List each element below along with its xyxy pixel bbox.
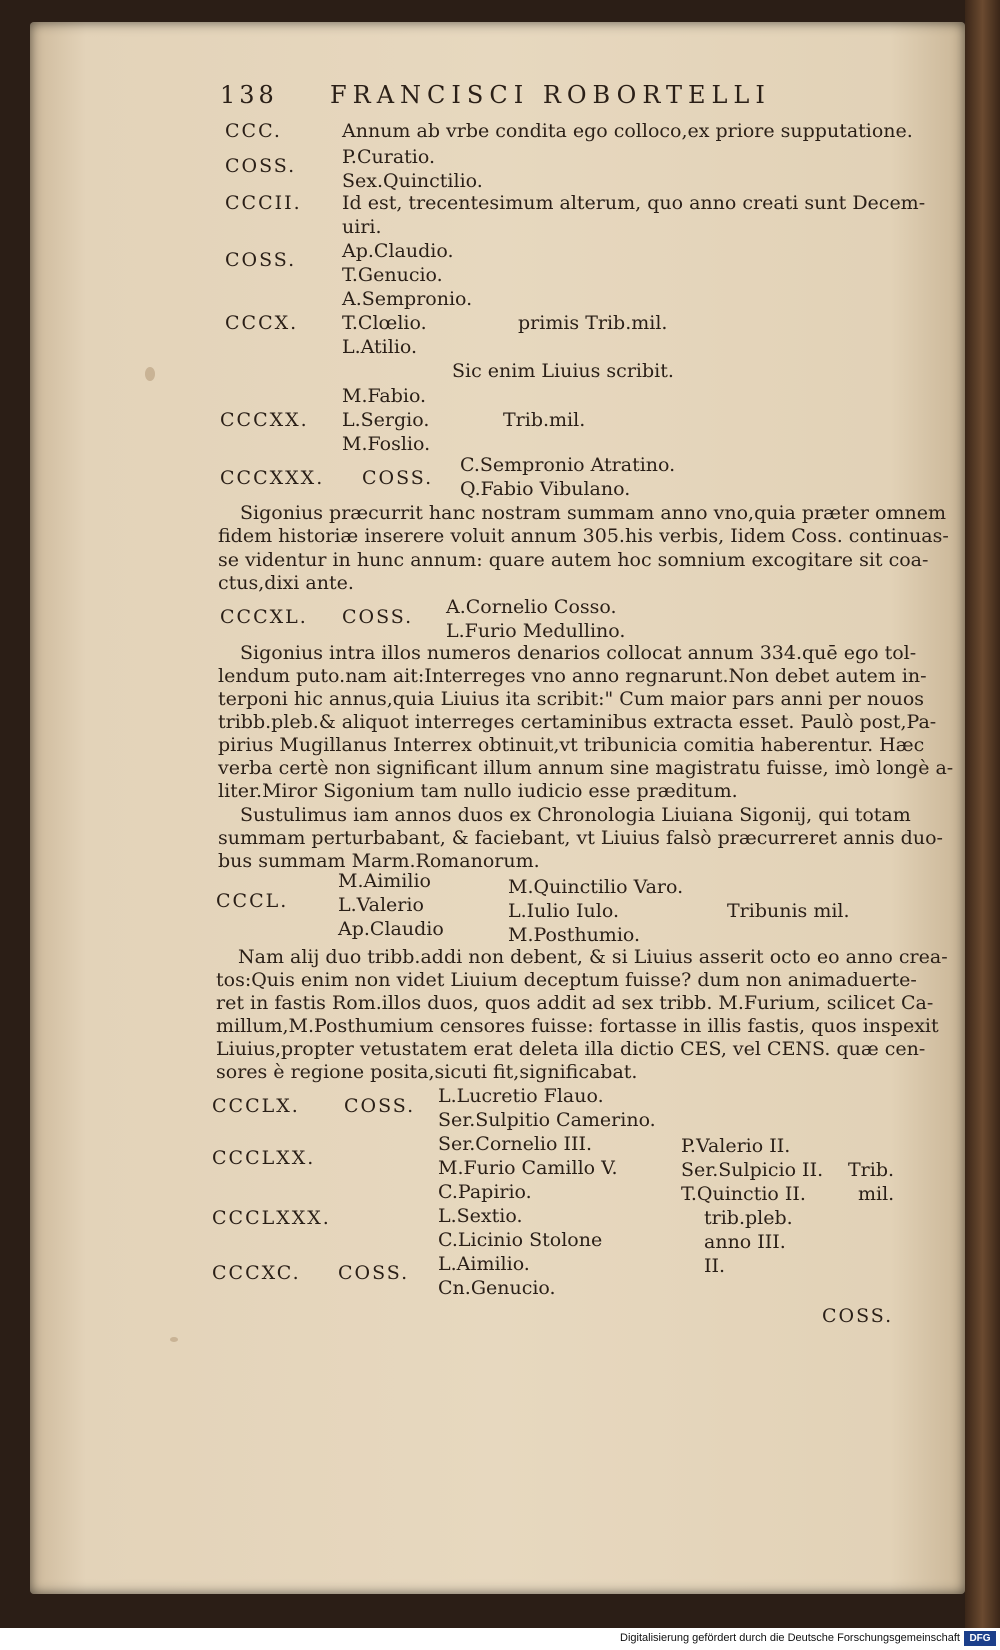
entry-text: Annum ab vrbe condita ego colloco,ex priore supputatione.	[342, 120, 913, 142]
commentary-line: millum,M.Posthumium censores fuisse: fortasse in illis fastis, quos inspexit	[216, 1015, 939, 1037]
coss-label: COSS.	[342, 606, 414, 628]
source-note: Sic enim Liuius scribit.	[452, 360, 674, 382]
commentary-line: summam perturbabant, & faciebant, vt Liuius falsò præcurreret annis duo-	[218, 827, 943, 849]
commentary-line: ctus,dixi ante.	[218, 572, 354, 594]
paper-stain	[145, 367, 155, 381]
tribune-name: Ser.Sulpicio II.	[681, 1159, 824, 1181]
consul-name: A.Cornelio Cosso.	[446, 596, 617, 618]
year-numeral: CCC.	[225, 120, 282, 142]
commentary-line: terponi hic annus,quia Liuius ita scribit:" Cum maior pars anni per nouos	[218, 688, 925, 710]
commentary-line: sores è regione posita,sicuti fit,significabat.	[216, 1061, 638, 1083]
entry-text: Id est, trecentesimum alterum, quo anno creati sunt Decem-	[342, 192, 926, 214]
coss-label: COSS.	[225, 249, 297, 271]
tribune-name: C.Licinio Stolone	[438, 1229, 603, 1251]
commentary-line: Sustulimus iam annos duos ex Chronologia Liuiana Sigonij, qui totam	[240, 804, 911, 826]
funding-credit: Digitalisierung gefördert durch die Deutsche Forschungsgemeinschaft	[620, 1632, 960, 1644]
tribune-name: M.Posthumio.	[508, 924, 641, 946]
coss-label: COSS.	[344, 1095, 416, 1117]
coss-label: COSS.	[338, 1262, 410, 1284]
year-numeral: CCCXXX.	[220, 467, 325, 489]
office-note: trib.pleb.	[704, 1207, 793, 1229]
consul-name: P.Curatio.	[342, 146, 436, 168]
running-title: FRANCISCI ROBORTELLI	[330, 81, 771, 109]
consul-name: L.Aimilio.	[438, 1253, 530, 1275]
consul-name: C.Sempronio Atratino.	[460, 454, 676, 476]
consul-name: L.Furio Medullino.	[446, 620, 626, 642]
commentary-line: pirius Mugillanus Interrex obtinuit,vt tribunicia comitia haberentur. Hæc	[218, 734, 925, 756]
commentary-line: Nam alij duo tribb.addi non debent, & si Liuius asserit octo eo anno crea-	[238, 946, 948, 968]
year-numeral: CCCII.	[225, 192, 302, 214]
tribune-name: L.Atilio.	[342, 336, 418, 358]
paper-stain	[170, 1337, 178, 1342]
digitization-footer	[0, 1628, 1000, 1650]
consul-name: Cn.Genucio.	[438, 1277, 556, 1299]
consul-name: L.Lucretio Flauo.	[438, 1085, 604, 1107]
consul-name: Ap.Claudio.	[342, 240, 454, 262]
consul-name: Ser.Sulpitio Camerino.	[438, 1109, 656, 1131]
tribune-name: M.Fabio.	[342, 385, 427, 407]
book-page	[30, 22, 965, 1594]
office-note: II.	[704, 1255, 726, 1277]
year-numeral: CCCLX.	[212, 1095, 300, 1117]
commentary-line: verba certè non significant illum annum sine magistratu fuisse, imò longè a-	[218, 757, 954, 779]
tribune-name: L.Valerio	[338, 894, 424, 916]
tribune-name: L.Iulio Iulo.	[508, 900, 619, 922]
office-note: anno III.	[704, 1231, 786, 1253]
year-numeral: CCCXL.	[220, 606, 308, 628]
tribune-name: M.Furio Camillo V.	[438, 1157, 618, 1179]
tribune-name: Ser.Cornelio III.	[438, 1133, 593, 1155]
commentary-line: se videntur in hunc annum: quare autem hoc somnium excogitare sit coa-	[218, 549, 929, 571]
tribune-name: M.Aimilio	[338, 870, 431, 892]
commentary-line: tribb.pleb.& aliquot interreges certaminibus extracta esset. Paulò post,Pa-	[218, 711, 937, 733]
commentary-line: Sigonius intra illos numeros denarios collocat annum 334.quē ego tol-	[240, 642, 917, 664]
tribune-name: M.Quinctilio Varo.	[508, 876, 684, 898]
tribune-name: C.Papirio.	[438, 1181, 532, 1203]
commentary-line: fidem historiæ inserere voluit annum 305.his verbis, Iidem Coss. continuas-	[218, 525, 949, 547]
dfg-logo: DFG	[964, 1631, 996, 1646]
commentary-line: ret in fastis Rom.illos duos, quos addit ad sex tribb. M.Furium, scilicet Ca-	[216, 992, 934, 1014]
tribune-name: M.Foslio.	[342, 433, 431, 455]
office-note: primis Trib.mil.	[518, 312, 668, 334]
year-numeral: CCCLXXX.	[212, 1207, 331, 1229]
tribune-name: T.Quinctio II.	[681, 1183, 806, 1205]
office-note: Trib.mil.	[503, 409, 586, 431]
year-numeral: CCCXX.	[220, 409, 309, 431]
year-numeral: CCCX.	[225, 312, 299, 334]
consul-name: Q.Fabio Vibulano.	[460, 478, 631, 500]
commentary-line: liter.Miror Sigonium tam nullo iudicio esse præditum.	[218, 780, 738, 802]
consul-name: T.Genucio.	[342, 264, 443, 286]
commentary-line: tos:Quis enim non videt Liuium deceptum fuisse? dum non animaduerte-	[216, 969, 917, 991]
tribune-name: Ap.Claudio	[338, 918, 444, 940]
year-numeral: CCCXC.	[212, 1262, 301, 1284]
year-numeral: CCCL.	[216, 890, 289, 912]
tribune-name: T.Clœlio.	[342, 312, 427, 334]
commentary-line: lendum puto.nam ait:Interreges vno anno regnarunt.Non debet autem in-	[218, 665, 927, 687]
year-numeral: CCCLXX.	[212, 1147, 316, 1169]
office-note: mil.	[858, 1183, 895, 1205]
coss-label: COSS.	[362, 467, 434, 489]
catchword: COSS.	[822, 1305, 894, 1327]
tribune-name: P.Valerio II.	[681, 1135, 791, 1157]
coss-label: COSS.	[225, 155, 297, 177]
tribune-name: A.Sempronio.	[342, 288, 473, 310]
commentary-line: Sigonius præcurrit hanc nostram summam anno vno,quia præter omnem	[240, 502, 946, 524]
entry-text: uiri.	[342, 216, 382, 238]
tribune-name: L.Sergio.	[342, 409, 430, 431]
commentary-line: Liuius,propter vetustatem erat deleta illa dictio CES, vel CENS. quæ cen-	[216, 1038, 926, 1060]
commentary-line: bus summam Marm.Romanorum.	[218, 850, 540, 872]
office-note: Tribunis mil.	[727, 900, 850, 922]
consul-name: Sex.Quinctilio.	[342, 170, 483, 192]
tribune-name: L.Sextio.	[438, 1205, 523, 1227]
page-number: 138	[220, 81, 278, 109]
office-note: Trib.	[848, 1159, 895, 1181]
book-spine	[965, 0, 1000, 1630]
